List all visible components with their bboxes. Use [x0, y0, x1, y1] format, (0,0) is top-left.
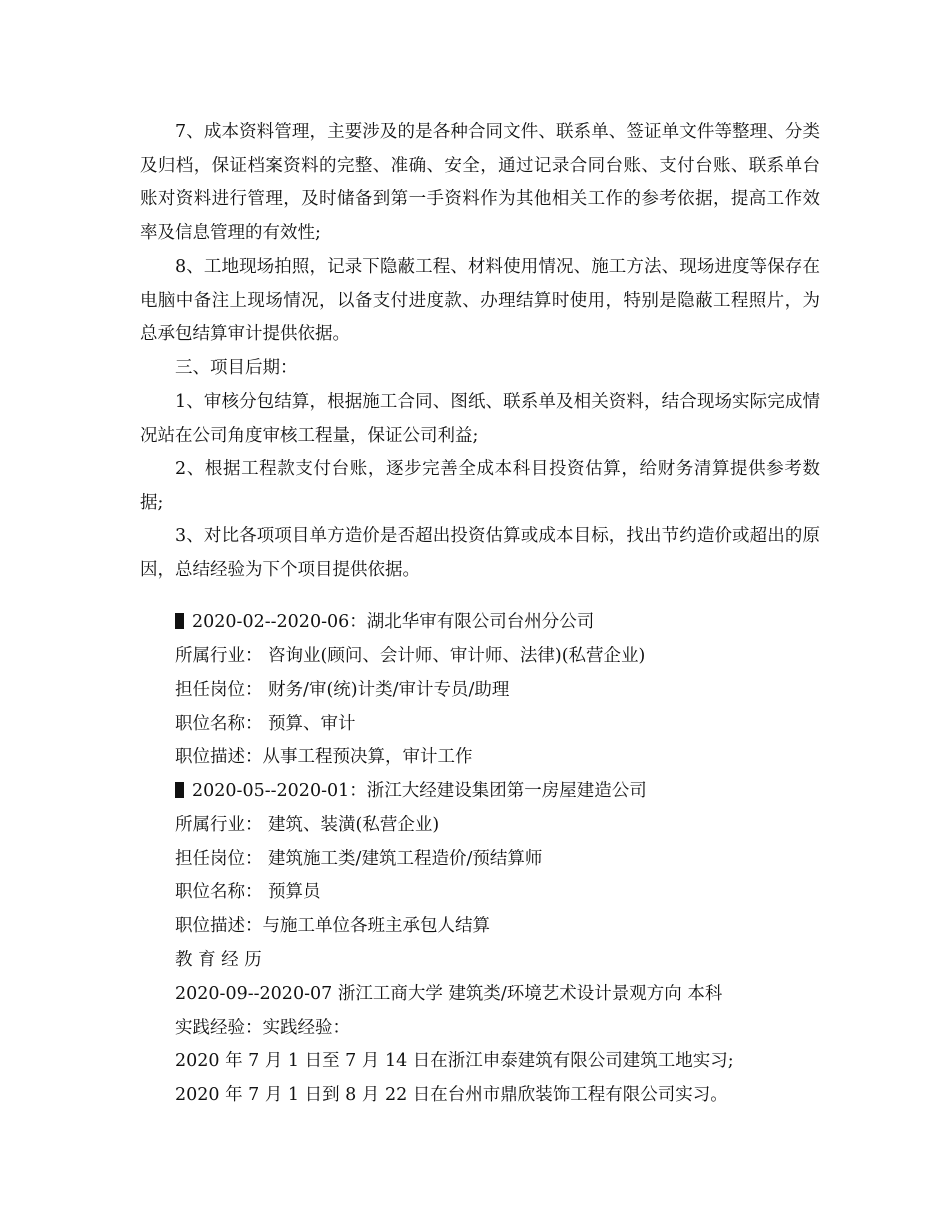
- job-post: 担任岗位： 建筑施工类/建筑工程造价/预结算师: [175, 849, 543, 869]
- education-heading: 教 育 经 历: [175, 950, 262, 970]
- paragraph-subcontract-audit: 1、审核分包结算，根据施工合同、图纸、联系单及相关资料，结合现场实际完成情况站在公司角度审核工程量，保证公司利益;: [140, 392, 820, 446]
- job-post: 担任岗位： 财务/审(统)计类/审计专员/助理: [175, 680, 510, 700]
- job-header: 2020-05--2020-01：浙江大经建设集团第一房屋建造公司: [175, 780, 647, 802]
- job-industry: 所属行业： 咨询业(顾问、会计师、审计师、法律)(私营企业): [175, 646, 646, 666]
- job-description: 职位描述：从事工程预决算，审计工作: [175, 747, 473, 767]
- job-description: 职位描述：与施工单位各班主承包人结算: [175, 916, 490, 936]
- job-industry: 所属行业： 建筑、装潢(私营企业): [175, 815, 440, 835]
- job-title: 职位名称： 预算、审计: [175, 714, 356, 734]
- practice-item: 2020 年 7 月 1 日到 8 月 22 日在台州市鼎欣装饰工程有限公司实习。: [175, 1085, 728, 1105]
- section-heading-late-phase: 三、项目后期：: [175, 358, 298, 378]
- education-entry: 2020-09--2020-07 浙江工商大学 建筑类/环境艺术设计景观方向 本科: [175, 984, 723, 1004]
- job-header: 2020-02--2020-06：湖北华审有限公司台州分公司: [175, 611, 594, 633]
- paragraph-payment-ledger: 2、根据工程款支付台账，逐步完善全成本科目投资估算，给财务清算提供参考数据;: [140, 459, 820, 513]
- practice-item: 2020 年 7 月 1 日至 7 月 14 日在浙江申泰建筑有限公司建筑工地实习;: [175, 1051, 734, 1071]
- bullet-square-icon: [175, 613, 184, 629]
- job-title: 职位名称： 预算员: [175, 882, 321, 902]
- paragraph-cost-docs: 7、成本资料管理，主要涉及的是各种合同文件、联系单、签证单文件等整理、分类及归档，保证档案资料的完整、准确、安全，通过记录合同台账、支付台账、联系单台账对资料进行管理，及时储备到第一手资料作为其他相关工作的参考依据，提高工作效率及信息管理的有效性;: [140, 122, 820, 244]
- paragraph-site-photos: 8、工地现场拍照，记录下隐蔽工程、材料使用情况、施工方法、现场进度等保存在电脑中备注上现场情况，以备支付进度款、办理结算时使用，特别是隐蔽工程照片，为总承包结算审计提供依据。: [140, 257, 820, 345]
- bullet-square-icon: [175, 782, 184, 798]
- paragraph-cost-compare: 3、对比各项项目单方造价是否超出投资估算或成本目标，找出节约造价或超出的原因，总结经验为下个项目提供依据。: [140, 526, 820, 580]
- practice-label: 实践经验：实践经验：: [175, 1018, 350, 1038]
